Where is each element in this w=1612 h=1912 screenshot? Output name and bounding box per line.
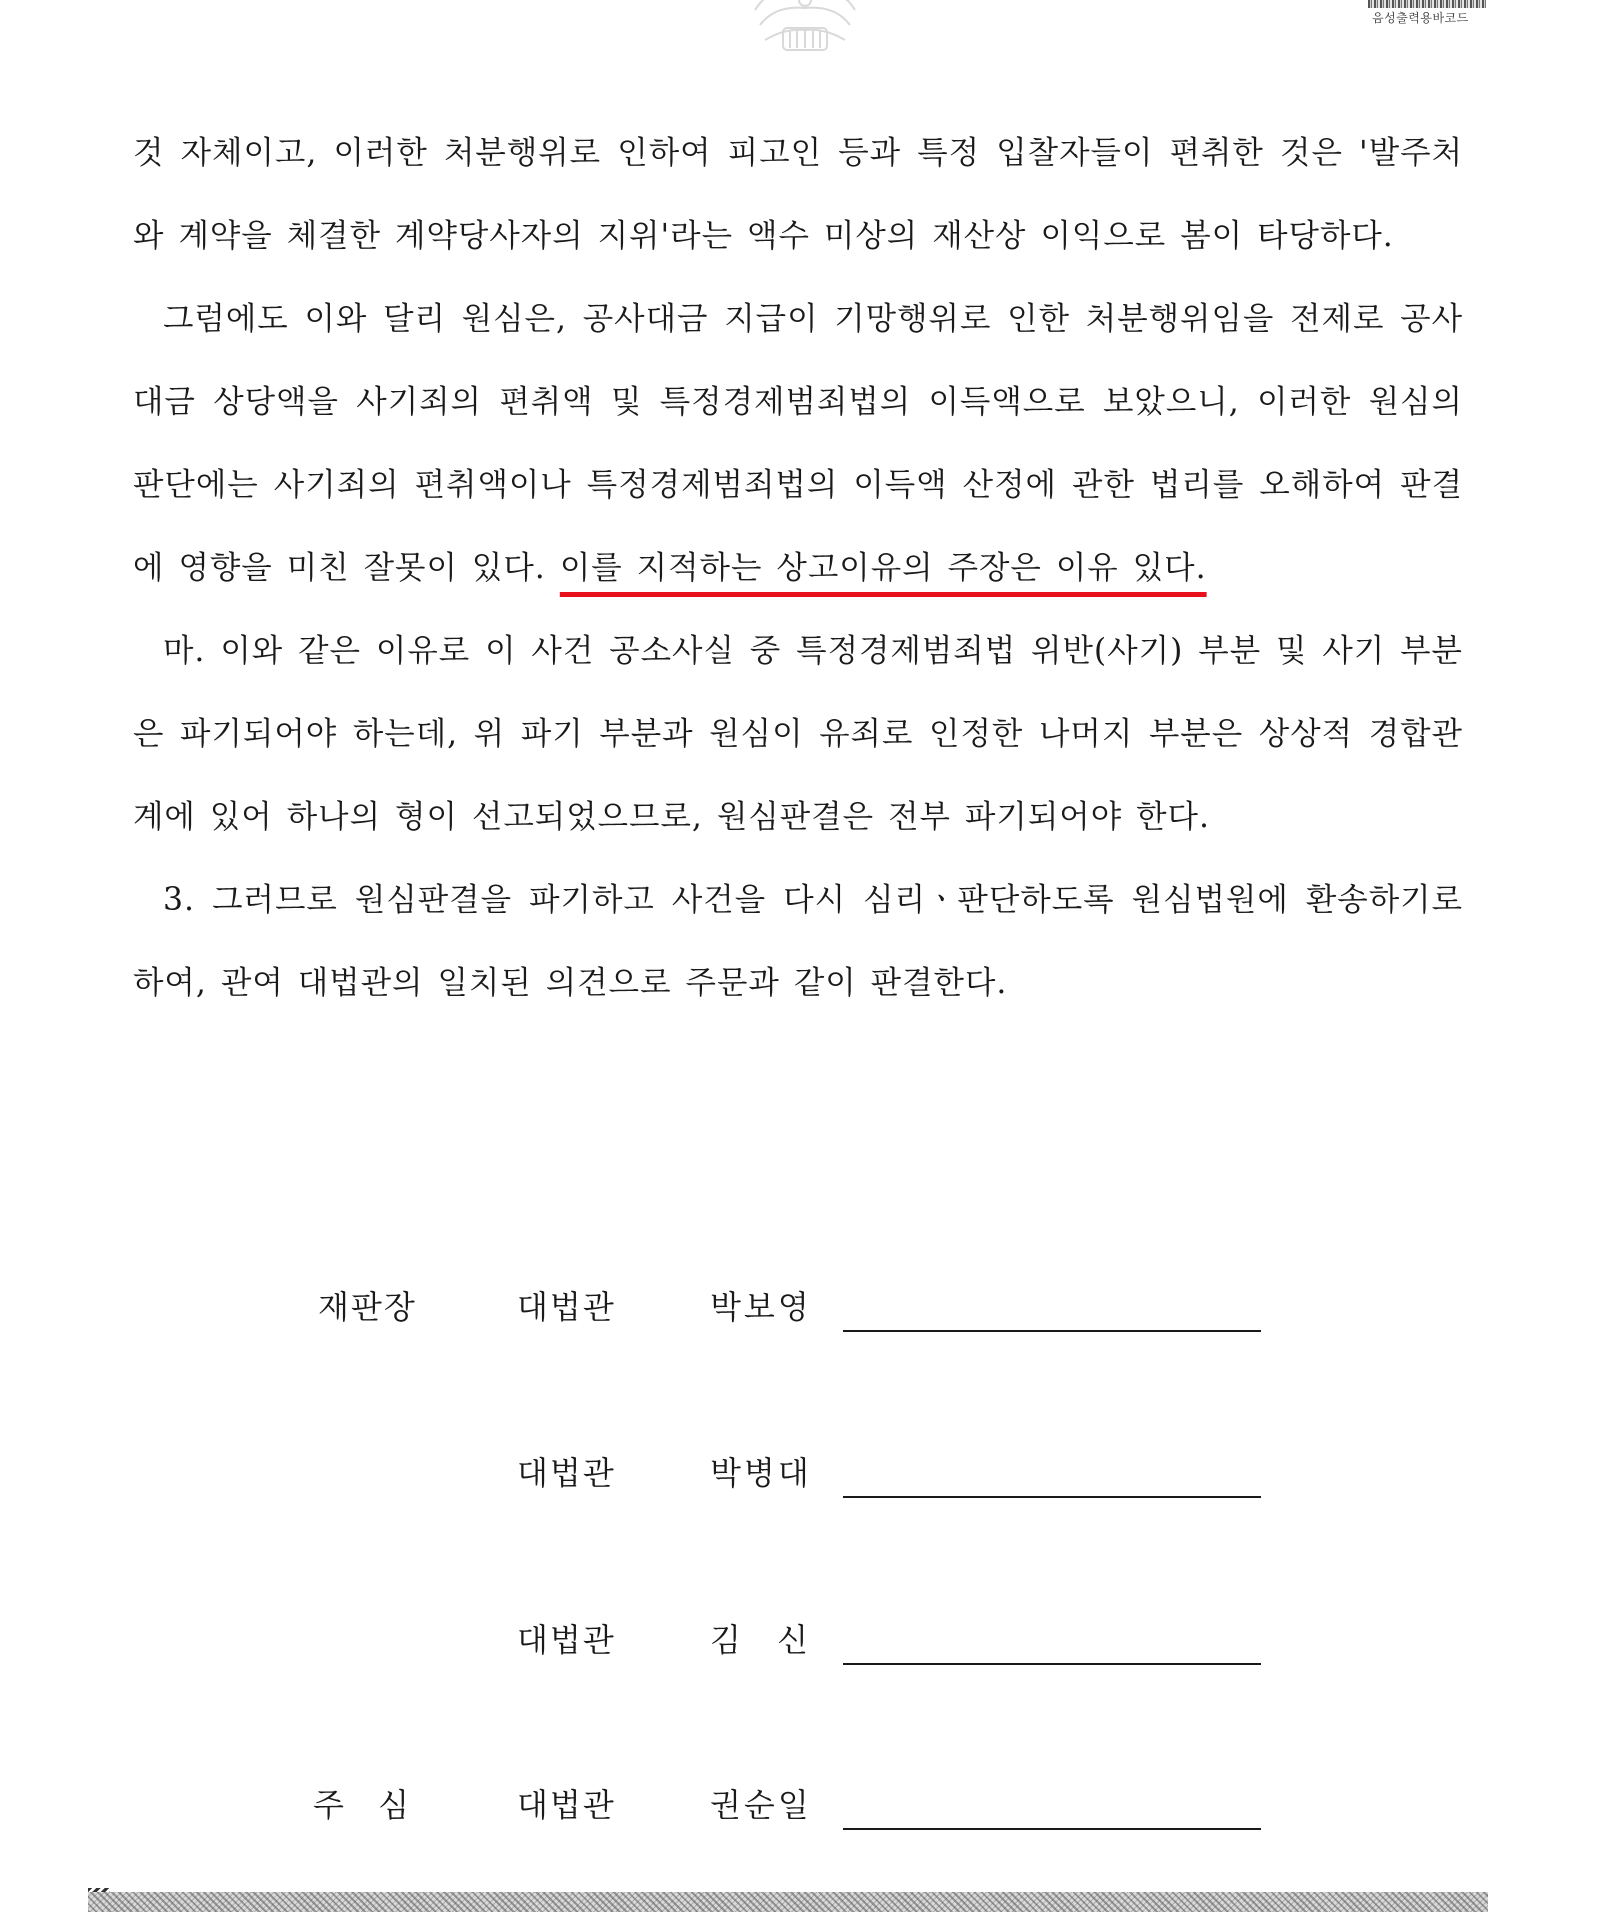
signature-name: 권순일 xyxy=(710,1786,812,1824)
court-seal-icon xyxy=(735,0,875,55)
signature-line xyxy=(843,1496,1261,1498)
footer-pattern-band xyxy=(88,1892,1488,1912)
signature-row xyxy=(0,1282,1612,1342)
underlined-conclusion: 이를 지적하는 상고이유의 주장은 이유 있다. xyxy=(559,550,1207,586)
signature-line xyxy=(843,1828,1261,1830)
signature-title: 대법관 xyxy=(517,1288,616,1326)
paragraph-2-main: 그럼에도 이와 달리 원심은, 공사대금 지급이 기망행위로 인한 처분행위임을 전제로 공사대금 상당액을 사기죄의 편취액 및 특정경제범죄법의 이득액으로 보았으니, 이러한 원심의 판단에는 사기죄의 편취액이나 특정경제범죄법의 이득액 산정에 관한 법리를 오해하여 판결에 영향을 미친 잘못이 있다. xyxy=(133,301,1463,586)
barcode xyxy=(1368,0,1486,28)
barcode-bars xyxy=(1368,0,1486,8)
signature-title: 대법관 xyxy=(517,1786,616,1824)
signature-name: 박보영 xyxy=(710,1288,812,1326)
signature-row xyxy=(0,1615,1612,1675)
barcode-label: 음성출력용바코드 xyxy=(1372,11,1469,25)
signature-title: 대법관 xyxy=(517,1621,616,1659)
signature-name: 박병대 xyxy=(710,1454,812,1492)
paragraph-1: 것 자체이고, 이러한 처분행위로 인하여 피고인 등과 특정 입찰자들이 편취한 것은 '발주처와 계약을 체결한 계약당사자의 지위'라는 액수 미상의 재산상 이익으로 봄이 타당하다. xyxy=(133,135,1463,254)
paragraph-4: 3. 그러므로 원심판결을 파기하고 사건을 다시 심리ㆍ판단하도록 원심법원에 환송하기로 하여, 관여 대법관의 일치된 의견으로 주문과 같이 판결한다. xyxy=(133,882,1463,1001)
paragraph-3: 마. 이와 같은 이유로 이 사건 공소사실 중 특정경제범죄법 위반(사기) 부분 및 사기 부분은 파기되어야 하는데, 위 파기 부분과 원심이 유죄로 인정한 나머지 부분은 상상적 경합관계에 있어 하나의 형이 선고되었으므로, 원심판결은 전부 파기되어야 한다. xyxy=(133,633,1463,835)
signature-role: 재판장 xyxy=(318,1288,417,1326)
signature-name: 김 신 xyxy=(710,1621,808,1659)
signature-title: 대법관 xyxy=(517,1454,616,1492)
signature-line xyxy=(843,1663,1261,1665)
signature-row xyxy=(0,1780,1612,1840)
signature-line xyxy=(843,1330,1261,1332)
signature-role: 주 심 xyxy=(313,1786,409,1824)
judgment-body xyxy=(133,112,1463,1025)
signature-row xyxy=(0,1448,1612,1508)
paragraph-2 xyxy=(133,278,1463,610)
